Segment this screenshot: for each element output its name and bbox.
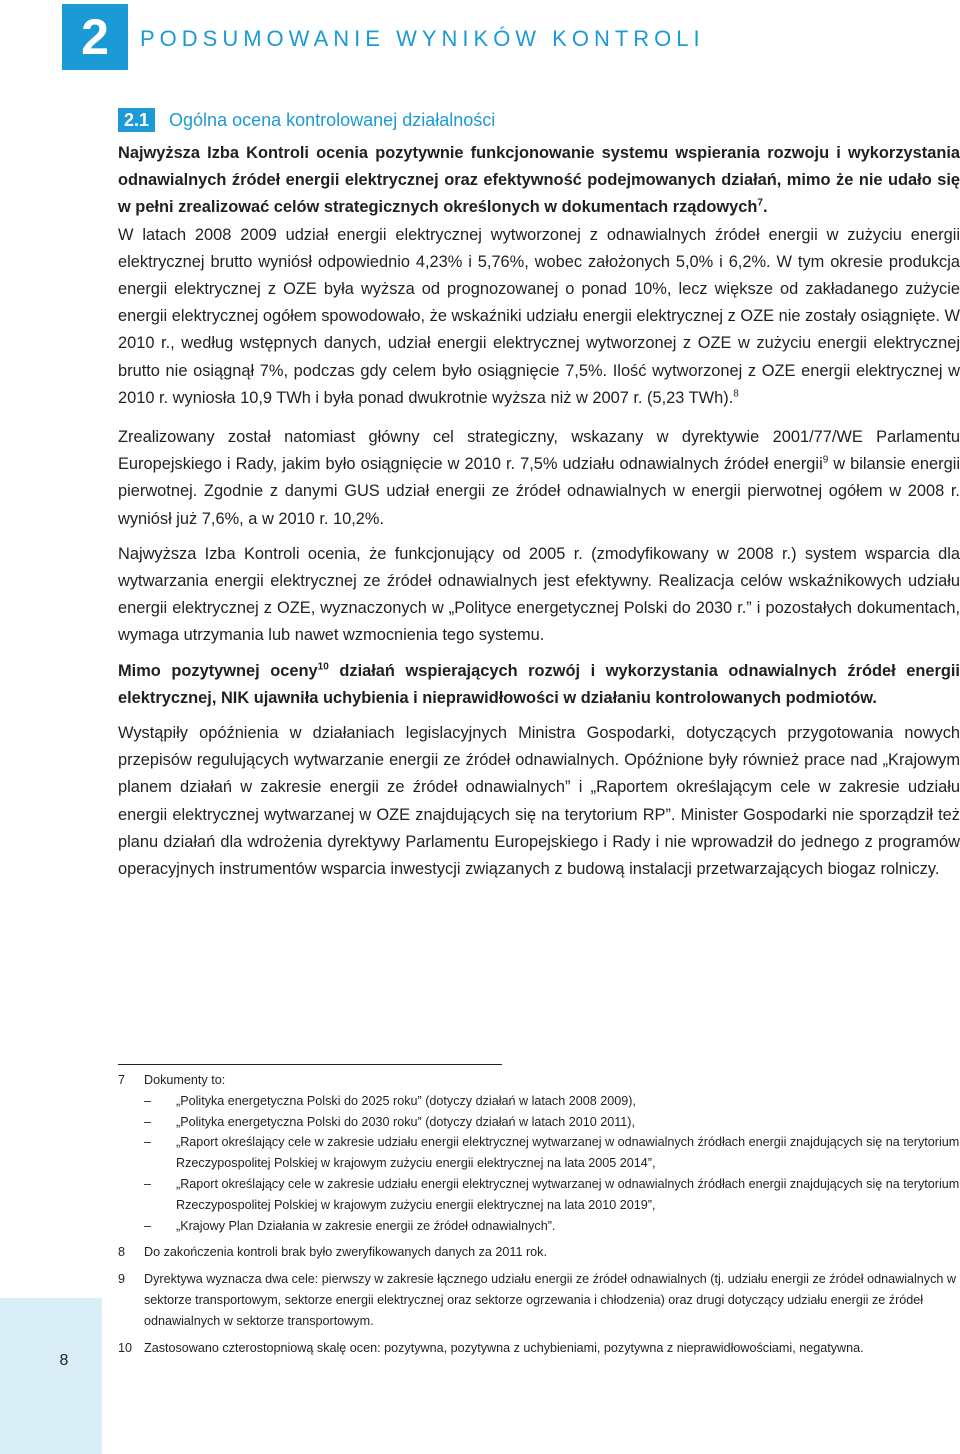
paragraph-2-text-b: w bilansie energii pierwotnej. Zgodnie z danymi GUS udział energii ze źródeł odnawialnych w energii pierwotnej ogółem w 2008 r. wyniósł już 7,6%, a w 2010 r. 10,2%. [118,455,960,528]
section-title: Ogólna ocena kontrolowanej działalności [169,110,496,130]
dash-bullet: – [144,1135,152,1150]
footnote-number: 7 [118,1073,126,1087]
paragraph-4-text-a: Mimo pozytywnej oceny [118,661,318,680]
paragraph-4 [118,658,960,712]
paragraph-2-text-a: Zrealizowany został natomiast główny cel strategiczny, wskazany w dyrektywie 2001/77/WE Parlamentu Europejskiego i Rady, jakim było osiągnięcie w 2010 r. 7,5% udziału odnawialnych źródeł energii [118,428,960,474]
page-number-tab [0,1298,102,1454]
main-body [118,140,960,883]
footnote-ref-8[interactable]: 8 [733,388,739,400]
dash-bullet: – [144,1093,152,1108]
list-item-text: „Raport określający cele w zakresie udziału energii elektrycznej wytwarzanej w odnawialnych źródłach energii znajdujących się na terytorium Rzeczypospolitej Polskiej w krajowym zużyciu energii elektrycznej na lata 2010 2019”, [176,1176,960,1212]
dash-bullet: – [144,1114,152,1129]
page-number: 8 [59,1352,69,1369]
list-item-text: „Krajowy Plan Działania w zakresie energii ze źródeł odnawialnych”. [176,1218,556,1233]
footnote-text: Zastosowano czterostopniową skalę ocen: pozytywna, pozytywna z uchybieniami, pozytywna z nieprawidłowościami, negatywna. [144,1340,864,1355]
list-item-text: „Raport określający cele w zakresie udziału energii elektrycznej wytwarzanej w odnawialnych źródłach energii znajdujących się na terytorium Rzeczypospolitej Polskiej w krajowym zużyciu energii elektrycznej na lata 2005 2014”, [176,1135,960,1171]
footnote-intro: Dokumenty to: [144,1073,226,1087]
list-item [144,1132,960,1174]
footnote-ref-10[interactable]: 10 [317,661,329,673]
paragraph-5: Wystąpiły opóźnienia w działaniach legislacyjnych Ministra Gospodarki, dotyczących przygotowania nowych przepisów regulujących wytwarzanie energii ze źródeł odnawialnych. Opóźnione były również prace nad „Krajowym planem działań w zakresie energii ze źródeł odnawialnych” i „Raportem określającym cele w zakresie udziału energii elektrycznej wytwarzanej w OZE znajdujących się na terytorium RP”. Minister Gospodarki nie sporządził też planu działań dla wdrożenia dyrektywy Parlamentu Europejskiego i Rady i nie wprowadził do jednego z programów operacyjnych instrumentów wsparcia inwestycji związanych z budową instalacji przetwarzających biogaz rolniczy. [118,724,960,879]
section-number-badge: 2.1 [118,108,155,132]
list-item [144,1091,960,1112]
paragraph-3: Najwyższa Izba Kontroli ocenia, że funkcjonujący od 2005 r. (zmodyfikowany w 2008 r.) system wsparcia dla wytwarzania energii elektrycznej ze źródeł odnawialnych jest efektywny. Realizacja celów wskaźnikowych udziału energii elektrycznej z OZE, wyznaczonych w „Polityce energetycznej Polski do 2030 r.” i pozostałych dokumentach, wymaga utrzymania lub nawet wzmocnienia tego systemu. [118,544,960,645]
dash-bullet: – [144,1218,152,1233]
footnote-number: 9 [118,1272,126,1287]
footnote-number: 8 [118,1245,126,1260]
list-item-text: „Polityka energetyczna Polski do 2030 roku” (dotyczy działań w latach 2010 2011), [176,1114,635,1129]
footnote-list [144,1091,960,1237]
section-heading [118,108,495,134]
footnote-ref-9[interactable]: 9 [822,454,829,466]
list-item [144,1112,960,1133]
footnote-7 [118,1070,960,1236]
summary-text: Najwyższa Izba Kontroli ocenia pozytywnie funkcjonowanie systemu wspierania rozwoju i wykorzystania odnawialnych źródeł energii elektrycznej oraz efektywność podejmowanych działań, mimo że nie udało się w pełni zrealizować celów strategicznych określonych w dokumentach rządowych [118,144,960,217]
footnote-text: Dyrektywa wyznacza dwa cele: pierwszy w zakresie łącznego udziału energii ze źródeł odnawialnych (tj. udziału energii ze źródeł odnawialnych w sektorze transportowym, sektorze energii elektrycznej oraz sektorze ogrzewania i chłodzenia) oraz drugi dotyczący udziału energii ze źródeł odnawialnych w sektorze transportowym. [144,1272,956,1328]
footnote-divider [118,1064,502,1065]
footnote-body [144,1070,960,1236]
footnote-number: 10 [118,1340,133,1355]
dash-bullet: – [144,1176,152,1191]
paragraph-2 [118,424,960,533]
footnote-10 [118,1338,960,1359]
list-item-text: „Polityka energetyczna Polski do 2025 roku” (dotyczy działań w latach 2008 2009), [176,1093,636,1108]
footnote-9 [118,1269,960,1331]
paragraph-1 [118,222,960,412]
footnote-8 [118,1242,960,1263]
list-item [144,1174,960,1216]
footnotes [118,1070,960,1358]
footnote-ref-7[interactable]: 7 [757,197,763,209]
footnote-text: Do zakończenia kontroli brak było zweryfikowanych danych za 2011 rok. [144,1245,547,1260]
paragraph-4-text-b: działań wspierających rozwój i wykorzystania odnawialnych źródeł energii elektrycznej, NIK ujawniła uchybienia i nieprawidłowości w działaniu kontrolowanych podmiotów. [118,661,960,707]
chapter-number-badge: 2 [62,4,128,70]
paragraph-1-text: W latach 2008 2009 udział energii elektrycznej wytworzonej z odnawialnych źródeł energii w zużyciu energii elektrycznej brutto wyniósł odpowiednio 4,23% i 5,76%, wobec założonych 5,0% i 6,2%. W tym okresie produkcja energii elektrycznej z OZE była wyższa od prognozowanej o ponad 10%, lecz większe od zakładanego zużycie energii elektrycznej ogółem spowodowało, że wskaźniki udziału energii elektrycznej z OZE nie zostały osiągnięte. W 2010 r., według wstępnych danych, udział energii elektrycznej wytworzonej z OZE w zużyciu energii elektrycznej brutto nie osiągnął 7%, podczas gdy celem było osiągnięcie 7,5%. Ilość wytworzonej z OZE energii elektrycznej w 2010 r. wyniosła 10,9 TWh i była ponad dwukrotnie wyższa niż w 2007 r. (5,23 TWh). [118,225,960,407]
chapter-title: PODSUMOWANIE WYNIKÓW KONTROLI [140,26,705,51]
list-item [144,1216,960,1237]
summary-paragraph: Najwyższa Izba Kontroli ocenia pozytywnie funkcjonowanie systemu wspierania rozwoju i wykorzystania odnawialnych źródeł energii elektrycznej oraz efektywność podejmowanych działań, mimo że nie udało się w pełni zrealizować celów strategicznych określonych w dokumentach rządowych$^7$. [118,144,960,217]
